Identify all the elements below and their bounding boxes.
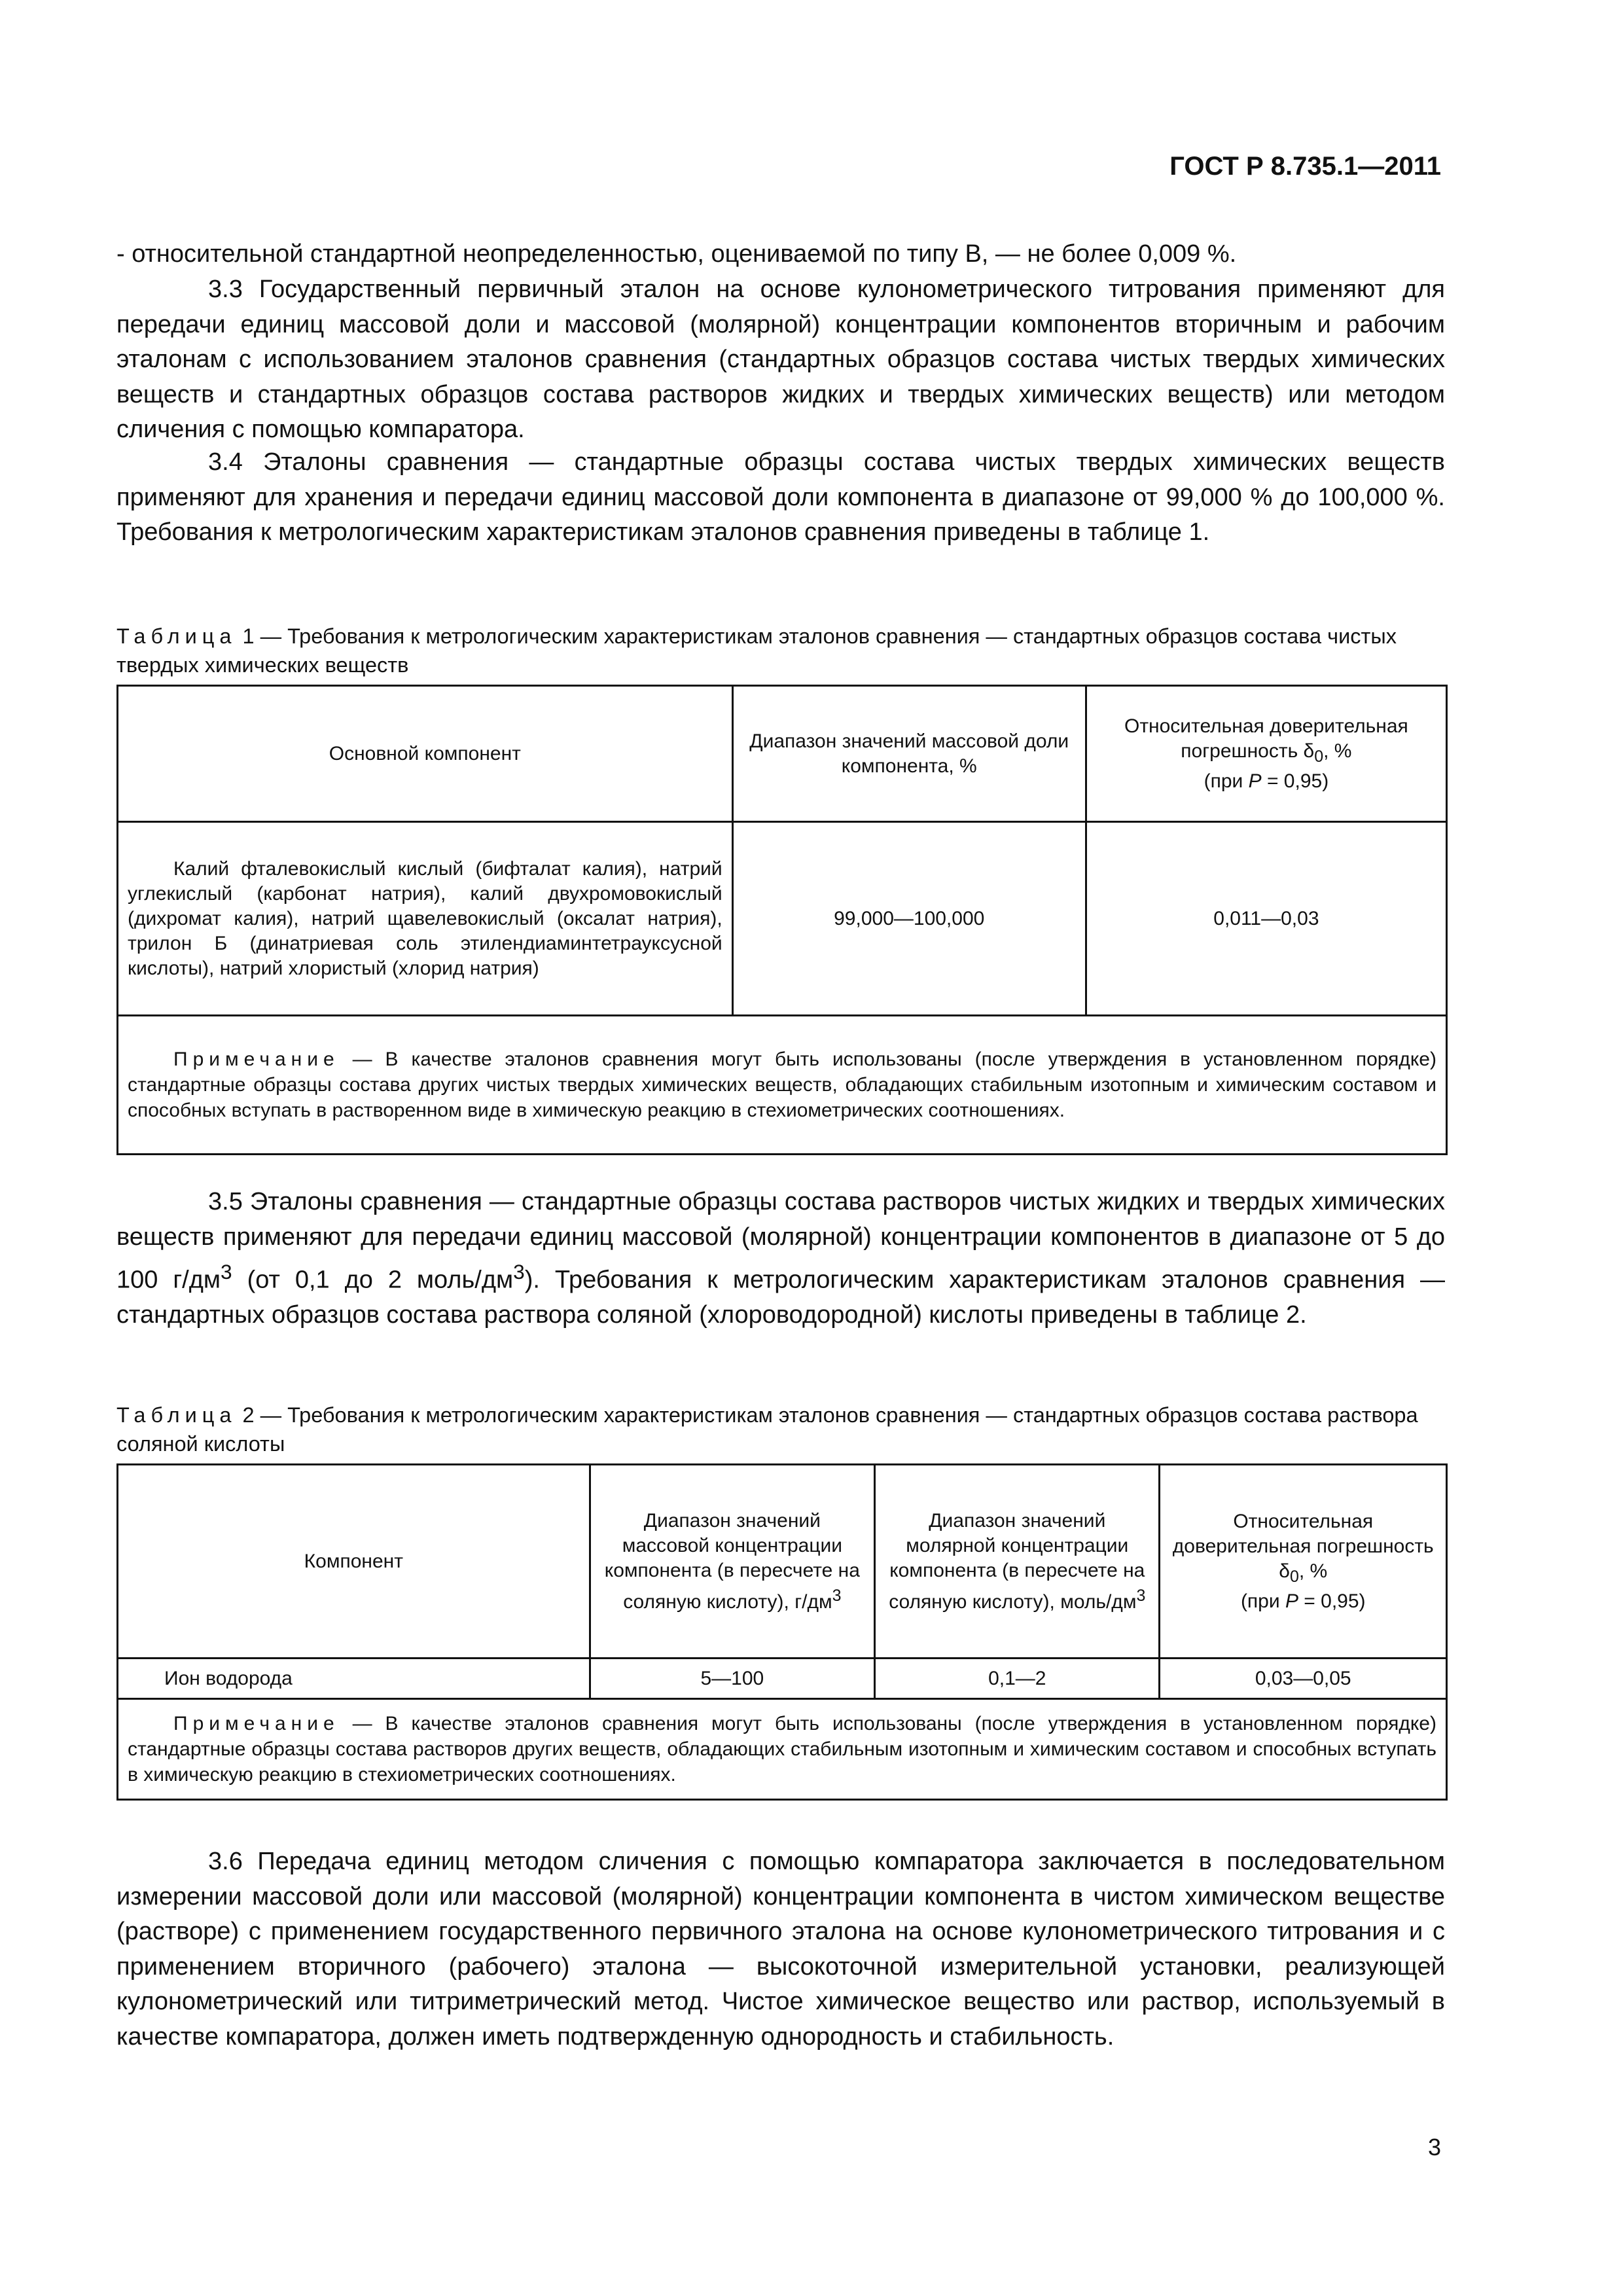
- table1-caption-label: Таблица: [116, 624, 237, 648]
- table2-col-mass: [590, 1465, 874, 1659]
- table2-col-error-sub: 0: [1289, 1567, 1299, 1586]
- table2-col-mass-sup: 3: [832, 1586, 842, 1605]
- table2-note-label: Примечание: [173, 1713, 340, 1734]
- table1-col-error-cond2: = 0,95): [1261, 770, 1329, 792]
- page-number: 3: [1427, 2134, 1441, 2161]
- table1-header-row: [118, 686, 1447, 822]
- table2-cell-mass: 5—100: [590, 1659, 874, 1699]
- table1-col-error-unit: , %: [1323, 740, 1352, 762]
- table2-header-row: [118, 1465, 1447, 1659]
- table2-col-molar-sup: 3: [1136, 1586, 1146, 1605]
- table2-cell-error: 0,03—0,05: [1160, 1659, 1447, 1699]
- paragraph-3-5-part1: 3.5 Эталоны сравнения — стандартные образцы состава растворов чистых жидких и твердых химических веществ применяют для передачи единиц массовой (молярной) концентрации компонентов в диапазоне от 5 до 100 г/дм: [116, 1188, 1445, 1294]
- table2-caption: [116, 1401, 1445, 1458]
- table1-col-component: Основной компонент: [118, 686, 733, 822]
- paragraph-uncertainty-b: - относительной стандартной неопределенностью, оцениваемой по типу В, — не более 0,009 %.: [116, 240, 1237, 268]
- table1-col-range: Диапазон значений массовой доли компонента, %: [732, 686, 1086, 822]
- table2-col-molar-text: Диапазон значений молярной концентрации компонента (в пересчете на соляную кислоту), моль/дм: [889, 1509, 1145, 1613]
- table1-cell-error: 0,011—0,03: [1086, 822, 1446, 1016]
- table1-note-text: — В качестве эталонов сравнения могут быть использованы (после утверждения в установленном порядке) стандартные образцы состава других чистых твердых химических веществ, обладающих стабильным изотопным и химическим составом и способных вступать в растворенном виде в химическую реакцию в стехиометрических соотношениях.: [128, 1049, 1436, 1121]
- table2-col-error-unit: , %: [1298, 1560, 1328, 1582]
- paragraph-3-5-part3: ). Требования к метрологическим характеристикам эталонов сравнения — стандартных образцов состава раствора соляной (хлороводородной) кислоты приведены в таблице 2.: [116, 1266, 1445, 1329]
- paragraph-3-6: 3.6 Передача единиц методом сличения с помощью компаратора заключается в последовательном измерении массовой доли или массовой (молярной) концентрации компонента в чистом химическом веществе (растворе) с применением государственного первичного эталона на основе кулонометрического титрования и с применением вторичного (рабочего) эталона — высокоточной измерительной установки, реализующей кулонометрический или титриметрический метод. Чистое химическое вещество или раствор, используемый в качестве компаратора, должен иметь подтвержденную однородность и стабильность.: [116, 1848, 1445, 2051]
- table1-note-row: [118, 1016, 1447, 1155]
- table1-col-error-text: Относительная доверительная погрешность δ: [1124, 715, 1408, 762]
- table2-caption-label: Таблица: [116, 1403, 237, 1427]
- table2-col-error-p: P: [1285, 1590, 1298, 1612]
- table2-col-error: [1160, 1465, 1447, 1659]
- table2-note: [118, 1699, 1447, 1800]
- table2-col-error-cond2: = 0,95): [1298, 1590, 1366, 1612]
- table2-col-component: Компонент: [118, 1465, 590, 1659]
- table1-col-error: [1086, 686, 1446, 822]
- table2-caption-text: 2 — Требования к метрологическим характеристикам эталонов сравнения — стандартных образцов состава раствора соляной кислоты: [116, 1403, 1418, 1456]
- paragraph-3-4: 3.4 Эталоны сравнения — стандартные образцы состава чистых твердых химических веществ применяют для хранения и передачи единиц массовой доли компонента в диапазоне от 99,000 % до 100,000 %. Требования к метрологическим характеристикам эталонов сравнения приведены в таблице 1.: [116, 448, 1445, 546]
- table1-col-error-p: P: [1248, 770, 1262, 792]
- table2-col-mass-text: Диапазон значений массовой концентрации компонента (в пересчете на соляную кислоту), г/дм: [604, 1509, 860, 1613]
- superscript-3: 3: [221, 1260, 232, 1283]
- table-row: [118, 822, 1447, 1016]
- paragraph-3-5-part2: (от 0,1 до 2 моль/дм: [232, 1266, 514, 1294]
- table1-caption-text: 1 — Требования к метрологическим характеристикам эталонов сравнения — стандартных образцов состава чистых твердых химических веществ: [116, 624, 1397, 677]
- table-2: [116, 1463, 1448, 1801]
- table2-cell-component: Ион водорода: [118, 1659, 590, 1699]
- paragraph-3-3: 3.3 Государственный первичный эталон на основе кулонометрического титрования применяют для передачи единиц массовой доли и массовой (молярной) концентрации компонентов вторичным и рабочим эталонам с использованием эталонов сравнения (стандартных образцов состава чистых твердых химических веществ и стандартных образцов состава растворов жидких и твердых химических веществ) или методом сличения с помощью компаратора.: [116, 276, 1445, 443]
- table2-col-error-cond: (при: [1240, 1590, 1285, 1612]
- table1-caption: [116, 622, 1445, 679]
- document-header: ГОСТ Р 8.735.1—2011: [1169, 152, 1441, 181]
- table2-note-row: [118, 1699, 1447, 1800]
- table-row: [118, 1659, 1447, 1699]
- table1-cell-component: Калий фталевокислый кислый (бифталат калия), натрий углекислый (карбонат натрия), калий двухромовокислый (дихромат калия), натрий щавелевокислый (оксалат натрия), трилон Б (динатриевая соль этилендиаминтетрауксусной кислоты), натрий хлористый (хлорид натрия): [118, 822, 733, 1016]
- table2-cell-molar: 0,1—2: [875, 1659, 1160, 1699]
- table2-note-text: — В качестве эталонов сравнения могут быть использованы (после утверждения в установленном порядке) стандартные образцы состава растворов других веществ, обладающих стабильным изотопным и химическим составом и способных вступать в химическую реакцию в стехиометрических соотношениях.: [128, 1713, 1436, 1785]
- table1-cell-range: 99,000—100,000: [732, 822, 1086, 1016]
- superscript-3: 3: [513, 1260, 525, 1283]
- table2-col-error-text: Относительная доверительная погрешность δ: [1172, 1510, 1434, 1582]
- table1-note-label: Примечание: [173, 1049, 340, 1070]
- table1-col-error-sub: 0: [1314, 747, 1324, 766]
- table2-col-molar: [875, 1465, 1160, 1659]
- table-1: [116, 685, 1448, 1155]
- table1-note: [118, 1016, 1447, 1155]
- table1-col-error-cond: (при: [1204, 770, 1249, 792]
- paragraph-3-5: [116, 1185, 1445, 1333]
